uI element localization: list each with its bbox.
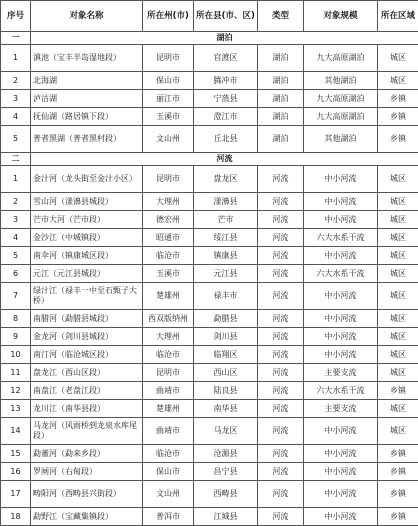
object-name-cell: 马龙河（风雨桥到龙泉水库尾段） — [31, 418, 143, 445]
county-cell: 勐腊县 — [194, 310, 258, 328]
table-row — [1, 193, 418, 211]
type-cell: 河流 — [258, 328, 304, 346]
county-cell: 丘北县 — [194, 126, 258, 153]
table-row — [1, 45, 418, 72]
type-cell: 河流 — [258, 418, 304, 445]
county-cell: 江城县 — [194, 508, 258, 526]
county-cell: 马龙区 — [194, 418, 258, 445]
table-row — [1, 382, 418, 400]
scale-cell: 中小河流 — [304, 328, 378, 346]
city-cell: 保山市 — [143, 72, 194, 90]
header-type: 类型 — [258, 1, 304, 32]
row-number-cell: 9 — [1, 328, 31, 346]
object-name-cell: 勐董河（勐来乡段） — [31, 445, 143, 463]
city-cell: 玉溪市 — [143, 108, 194, 126]
area-cell: 城区 — [378, 346, 418, 364]
table-row — [1, 328, 418, 346]
city-cell: 德宏州 — [143, 211, 194, 229]
city-cell: 昆明市 — [143, 45, 194, 72]
county-cell: 盘龙区 — [194, 166, 258, 193]
scale-cell: 中小河流 — [304, 283, 378, 310]
table-row — [1, 463, 418, 481]
row-number-cell: 15 — [1, 445, 31, 463]
scale-cell: 主要支流 — [304, 364, 378, 382]
county-cell: 绥江县 — [194, 229, 258, 247]
object-name-cell: 南盘江（老盘江段） — [31, 382, 143, 400]
scale-cell: 中小河流 — [304, 346, 378, 364]
type-cell: 河流 — [258, 346, 304, 364]
table-row — [1, 283, 418, 310]
row-number-cell: 7 — [1, 283, 31, 310]
header-row — [1, 1, 418, 32]
type-cell: 河流 — [258, 382, 304, 400]
object-name-cell: 畴阳河（西畴县兴街段） — [31, 481, 143, 508]
area-cell: 城区 — [378, 265, 418, 283]
city-cell: 临沧市 — [143, 346, 194, 364]
table-row — [1, 108, 418, 126]
object-name-cell: 金沙江（中城镇段） — [31, 229, 143, 247]
county-cell: 沧源县 — [194, 445, 258, 463]
area-cell: 城区 — [378, 229, 418, 247]
scale-cell: 六大水系干流 — [304, 382, 378, 400]
table-row — [1, 445, 418, 463]
type-cell: 河流 — [258, 508, 304, 526]
area-cell: 乡镇 — [378, 382, 418, 400]
table-row — [1, 166, 418, 193]
area-cell: 城区 — [378, 247, 418, 265]
row-number-cell: 17 — [1, 481, 31, 508]
scale-cell: 九大高原湖泊 — [304, 45, 378, 72]
county-cell: 官渡区 — [194, 45, 258, 72]
county-cell: 昌宁县 — [194, 463, 258, 481]
section-number: 一 — [1, 32, 31, 45]
area-cell: 城区 — [378, 211, 418, 229]
table-row — [1, 265, 418, 283]
object-name-cell: 金龙河（剑川县城段） — [31, 328, 143, 346]
table-body — [1, 32, 418, 526]
type-cell: 河流 — [258, 166, 304, 193]
city-cell: 大理州 — [143, 328, 194, 346]
scale-cell: 中小河流 — [304, 310, 378, 328]
object-name-cell: 抚仙湖（路居镇下段） — [31, 108, 143, 126]
type-cell: 河流 — [258, 229, 304, 247]
city-cell: 昆明市 — [143, 166, 194, 193]
county-cell: 镇康县 — [194, 247, 258, 265]
section-number: 二 — [1, 153, 31, 166]
row-number-cell: 8 — [1, 310, 31, 328]
table-row — [1, 418, 418, 445]
county-cell: 元江县 — [194, 265, 258, 283]
type-cell: 河流 — [258, 310, 304, 328]
county-cell: 漾濞县 — [194, 193, 258, 211]
row-number-cell: 12 — [1, 382, 31, 400]
row-number-cell: 10 — [1, 346, 31, 364]
city-cell: 昆明市 — [143, 364, 194, 382]
area-cell: 乡镇 — [378, 481, 418, 508]
scale-cell: 中小河流 — [304, 508, 378, 526]
county-cell: 禄丰市 — [194, 283, 258, 310]
row-number-cell: 5 — [1, 126, 31, 153]
row-number-cell: 5 — [1, 247, 31, 265]
header-county: 所在县(市、区) — [194, 1, 258, 32]
header-scale: 对象规模 — [304, 1, 378, 32]
scale-cell: 中小河流 — [304, 247, 378, 265]
city-cell: 西双版纳州 — [143, 310, 194, 328]
section-title: 湖泊 — [31, 32, 418, 45]
city-cell: 文山州 — [143, 126, 194, 153]
city-cell: 曲靖市 — [143, 382, 194, 400]
table-row — [1, 90, 418, 108]
area-cell: 城区 — [378, 418, 418, 445]
row-number-cell: 18 — [1, 508, 31, 526]
type-cell: 河流 — [258, 445, 304, 463]
city-cell: 楚雄州 — [143, 400, 194, 418]
object-name-cell: 芒市大河（芒市段） — [31, 211, 143, 229]
city-cell: 楚雄州 — [143, 283, 194, 310]
scale-cell: 六大水系干流 — [304, 265, 378, 283]
county-cell: 西山区 — [194, 364, 258, 382]
county-cell: 腾冲市 — [194, 72, 258, 90]
table-row — [1, 310, 418, 328]
area-cell: 城区 — [378, 328, 418, 346]
header-city: 所在州(市) — [143, 1, 194, 32]
type-cell: 湖泊 — [258, 108, 304, 126]
scale-cell: 中小河流 — [304, 193, 378, 211]
city-cell: 文山州 — [143, 481, 194, 508]
section-row — [1, 153, 418, 166]
area-cell: 城区 — [378, 400, 418, 418]
type-cell: 河流 — [258, 400, 304, 418]
object-name-cell: 罗闸河（右甸段） — [31, 463, 143, 481]
object-name-cell: 泸沽湖 — [31, 90, 143, 108]
row-number-cell: 14 — [1, 418, 31, 445]
type-cell: 河流 — [258, 193, 304, 211]
type-cell: 河流 — [258, 247, 304, 265]
header-name: 对象名称 — [31, 1, 143, 32]
scale-cell: 九大高原湖泊 — [304, 90, 378, 108]
table-row — [1, 400, 418, 418]
type-cell: 湖泊 — [258, 72, 304, 90]
city-cell: 玉溪市 — [143, 265, 194, 283]
table-row — [1, 481, 418, 508]
row-number-cell: 1 — [1, 45, 31, 72]
scale-cell: 中小河流 — [304, 445, 378, 463]
city-cell: 保山市 — [143, 463, 194, 481]
object-name-cell: 元江（元江县城段） — [31, 265, 143, 283]
county-cell: 陆良县 — [194, 382, 258, 400]
area-cell: 城区 — [378, 45, 418, 72]
table-row — [1, 508, 418, 526]
area-cell: 城区 — [378, 72, 418, 90]
row-number-cell: 2 — [1, 72, 31, 90]
object-name-cell: 南腊河（勐腊县城段） — [31, 310, 143, 328]
header-area: 所在区域 — [378, 1, 418, 32]
city-cell: 普洱市 — [143, 508, 194, 526]
scale-cell: 中小河流 — [304, 481, 378, 508]
area-cell: 乡镇 — [378, 90, 418, 108]
object-name-cell: 勐野江（宝藏集镇段） — [31, 508, 143, 526]
object-name-cell: 绿汁江（禄丰一中至石甄子大桥） — [31, 283, 143, 310]
object-name-cell: 金汁河（龙头街至金汁小区） — [31, 166, 143, 193]
object-name-cell: 北海湖 — [31, 72, 143, 90]
area-cell: 乡镇 — [378, 445, 418, 463]
row-number-cell: 11 — [1, 364, 31, 382]
county-cell: 南华县 — [194, 400, 258, 418]
scale-cell: 中小河流 — [304, 463, 378, 481]
area-cell: 城区 — [378, 166, 418, 193]
row-number-cell: 3 — [1, 90, 31, 108]
county-cell: 剑川县 — [194, 328, 258, 346]
object-name-cell: 雪山河（漾濞县城段） — [31, 193, 143, 211]
area-cell: 城区 — [378, 310, 418, 328]
city-cell: 大理州 — [143, 193, 194, 211]
table-row — [1, 247, 418, 265]
scale-cell: 主要支流 — [304, 400, 378, 418]
table-row — [1, 229, 418, 247]
type-cell: 湖泊 — [258, 90, 304, 108]
county-cell: 芒市 — [194, 211, 258, 229]
county-cell: 临翔区 — [194, 346, 258, 364]
table-row — [1, 346, 418, 364]
type-cell: 湖泊 — [258, 126, 304, 153]
scale-cell: 中小河流 — [304, 211, 378, 229]
table-row — [1, 126, 418, 153]
area-cell: 城区 — [378, 193, 418, 211]
row-number-cell: 13 — [1, 400, 31, 418]
type-cell: 河流 — [258, 481, 304, 508]
city-cell: 临沧市 — [143, 247, 194, 265]
row-number-cell: 6 — [1, 265, 31, 283]
scale-cell: 其他湖泊 — [304, 72, 378, 90]
object-name-cell: 盘龙江（西山区段） — [31, 364, 143, 382]
row-number-cell: 4 — [1, 229, 31, 247]
area-cell: 乡镇 — [378, 108, 418, 126]
county-cell: 澄江市 — [194, 108, 258, 126]
table-row — [1, 364, 418, 382]
header-no: 序号 — [1, 1, 31, 32]
row-number-cell: 16 — [1, 463, 31, 481]
table-row — [1, 72, 418, 90]
county-cell: 西畴县 — [194, 481, 258, 508]
scale-cell: 其他湖泊 — [304, 126, 378, 153]
object-name-cell: 南伞河（镇康城区段） — [31, 247, 143, 265]
area-cell: 乡镇 — [378, 508, 418, 526]
object-name-cell: 南汀河（临沧城区段） — [31, 346, 143, 364]
type-cell: 河流 — [258, 463, 304, 481]
scale-cell: 中小河流 — [304, 418, 378, 445]
section-row — [1, 32, 418, 45]
city-cell: 临沧市 — [143, 445, 194, 463]
area-cell: 乡镇 — [378, 463, 418, 481]
scale-cell: 中小河流 — [304, 166, 378, 193]
table-row — [1, 211, 418, 229]
type-cell: 河流 — [258, 211, 304, 229]
city-cell: 昭通市 — [143, 229, 194, 247]
object-name-cell: 龙川江（南华县段） — [31, 400, 143, 418]
row-number-cell: 2 — [1, 193, 31, 211]
type-cell: 河流 — [258, 283, 304, 310]
city-cell: 曲靖市 — [143, 418, 194, 445]
row-number-cell: 3 — [1, 211, 31, 229]
type-cell: 湖泊 — [258, 45, 304, 72]
type-cell: 河流 — [258, 265, 304, 283]
section-title: 河流 — [31, 153, 418, 166]
city-cell: 丽江市 — [143, 90, 194, 108]
object-name-cell: 滇池（宝丰半岛湿地段） — [31, 45, 143, 72]
area-cell: 城区 — [378, 364, 418, 382]
scale-cell: 六大水系干流 — [304, 229, 378, 247]
type-cell: 河流 — [258, 364, 304, 382]
area-cell: 城区 — [378, 283, 418, 310]
area-cell: 乡镇 — [378, 126, 418, 153]
county-cell: 宁蒗县 — [194, 90, 258, 108]
object-name-cell: 普者黑湖（普者黑村段） — [31, 126, 143, 153]
row-number-cell: 1 — [1, 166, 31, 193]
row-number-cell: 4 — [1, 108, 31, 126]
scale-cell: 九大高原湖泊 — [304, 108, 378, 126]
